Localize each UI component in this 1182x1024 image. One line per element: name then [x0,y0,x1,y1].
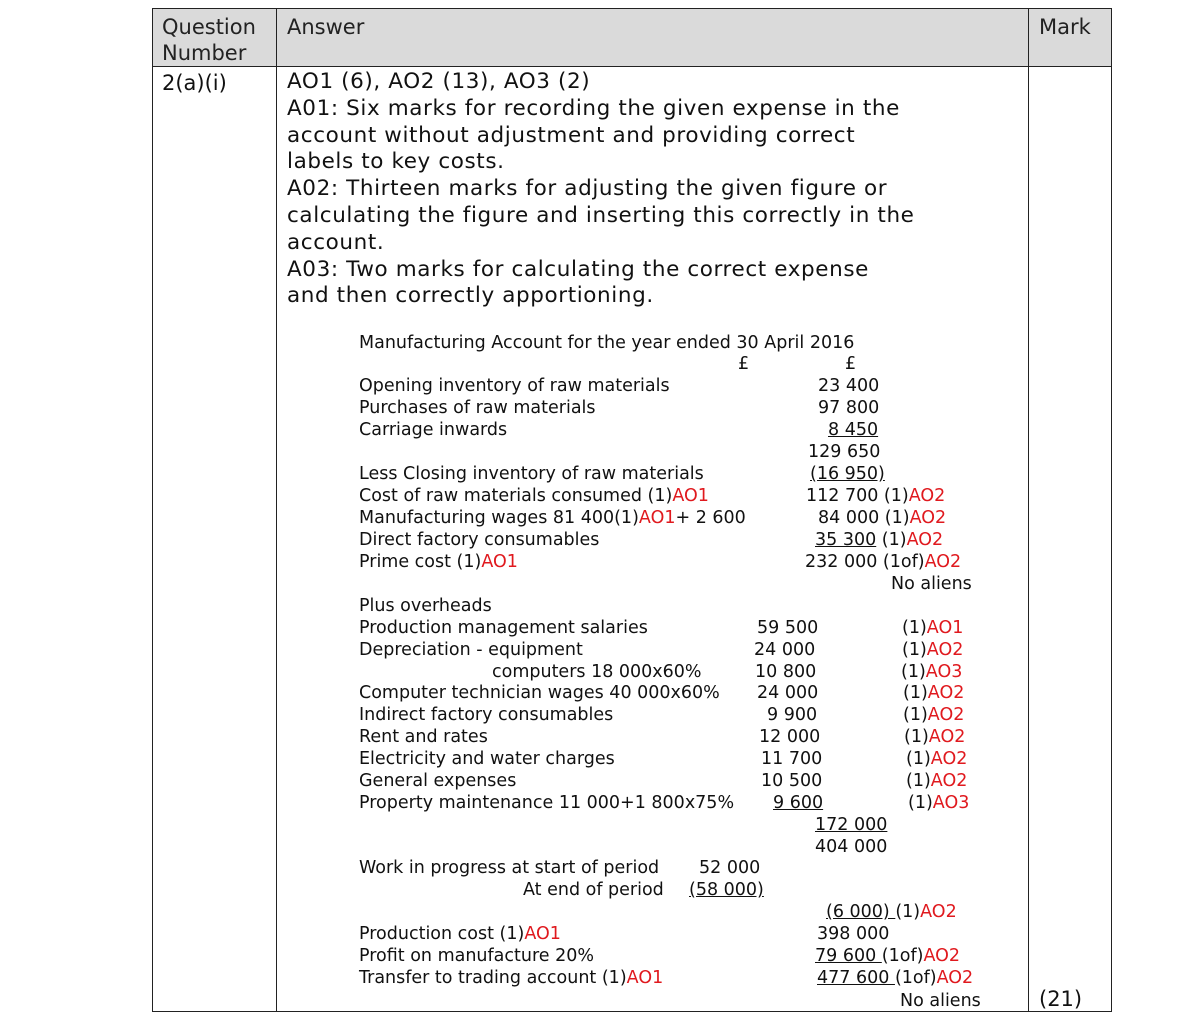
overhead-value: 24 000 [757,683,819,703]
overhead-label: Rent and rates [359,727,488,747]
raw-consumed-label: Cost of raw materials consumed (1)AO1 [359,486,709,506]
overhead-label: Depreciation - equipment [359,640,583,660]
wip-start-label: Work in progress at start of period [359,858,660,878]
transfer-label: Transfer to trading account (1)AO1 [359,968,664,988]
overhead-mark: (1)AO2 [903,683,965,703]
column-divider [1028,8,1029,1012]
overhead-mark: (1)AO2 [906,749,968,769]
closing-inventory-label: Less Closing inventory of raw materials [359,464,704,484]
intro-line: calculating the figure and inserting this correctly in the [287,202,915,228]
intro-line: labels to key costs. [287,149,505,175]
header-divider [152,66,1112,67]
wages-label: Manufacturing wages 81 400(1)AO1+ 2 600 [359,508,746,528]
opening-inventory-label: Opening inventory of raw materials [359,376,670,396]
mark-total: (21) [1039,987,1083,1011]
overhead-mark: (1)AO3 [908,793,970,813]
direct-consumables-value: 35 300 (1)AO2 [815,530,944,550]
opening-inventory-value: 23 400 [818,376,880,396]
direct-consumables-label: Direct factory consumables [359,530,600,550]
overhead-label: General expenses [359,771,517,791]
overheads-total: 172 000 [815,815,888,835]
wages-value: 84 000 (1)AO2 [818,508,947,528]
profit-value: 79 600 (1of)AO2 [815,946,961,966]
raw-materials-subtotal: 129 650 [808,442,881,462]
purchases-label: Purchases of raw materials [359,398,596,418]
currency-column-2: £ [845,354,857,374]
prime-cost-label: Prime cost (1)AO1 [359,552,518,572]
intro-line: AO1 (6), AO2 (13), AO3 (2) [287,69,591,94]
overhead-label: Electricity and water charges [359,749,615,769]
currency-column-1: £ [738,354,750,374]
overhead-value: 9 900 [767,705,818,725]
wip-adjustment: (6 000) (1)AO2 [826,902,957,922]
carriage-value: 8 450 [828,420,879,440]
question-number: 2(a)(i) [162,71,227,95]
assessment-objectives [287,69,1017,310]
overhead-mark: (1)AO2 [902,640,964,660]
wip-end-label: At end of period [523,880,664,900]
overhead-value: 12 000 [759,727,821,747]
prime-cost-note: No aliens [891,574,972,594]
column-divider [276,8,277,1012]
header-question-number: Question Number [162,15,256,65]
overhead-label: Indirect factory consumables [359,705,614,725]
overhead-mark: (1)AO2 [906,771,968,791]
wip-end-value: (58 000) [689,880,764,900]
raw-consumed-value: 112 700 (1)AO2 [806,486,946,506]
intro-line: A03: Two marks for calculating the correct expense [287,256,869,282]
overhead-mark: (1)AO1 [902,618,964,638]
account-title: Manufacturing Account for the year ended 30 April 2016 [359,333,855,353]
transfer-value: 477 600 (1of)AO2 [817,968,974,988]
production-cost-label: Production cost (1)AO1 [359,924,561,944]
purchases-value: 97 800 [818,398,880,418]
header-mark: Mark [1039,15,1091,39]
intro-line: A02: Thirteen marks for adjusting the given figure or [287,176,888,202]
overhead-label: Production management salaries [359,618,648,638]
overhead-mark: (1)AO3 [901,662,963,682]
overhead-value: 11 700 [761,749,823,769]
prime-cost-value: 232 000 (1of)AO2 [805,552,962,572]
production-cost-value: 398 000 [817,924,890,944]
overhead-value: 10 500 [761,771,823,791]
overhead-mark: (1)AO2 [904,727,966,747]
carriage-label: Carriage inwards [359,420,508,440]
overheads-heading: Plus overheads [359,596,492,616]
profit-label: Profit on manufacture 20% [359,946,595,966]
header-answer: Answer [287,15,365,39]
overhead-value: 24 000 [754,640,816,660]
intro-line: account without adjustment and providing correct [287,122,856,148]
closing-inventory-value: (16 950) [810,464,885,484]
total-after-overheads: 404 000 [815,837,888,857]
overhead-mark: (1)AO2 [903,705,965,725]
intro-line: and then correctly apportioning. [287,283,654,309]
wip-start-value: 52 000 [699,858,761,878]
overhead-label: Computer technician wages 40 000x60% [359,683,720,703]
overhead-value: 9 600 [773,793,824,813]
overhead-value: 10 800 [755,662,817,682]
overhead-value: 59 500 [757,618,819,638]
overhead-label: computers 18 000x60% [492,662,702,682]
overhead-label: Property maintenance 11 000+1 800x75% [359,793,735,813]
intro-line: A01: Six marks for recording the given expense in the [287,95,900,121]
intro-line: account. [287,229,385,255]
transfer-note: No aliens [900,991,981,1011]
